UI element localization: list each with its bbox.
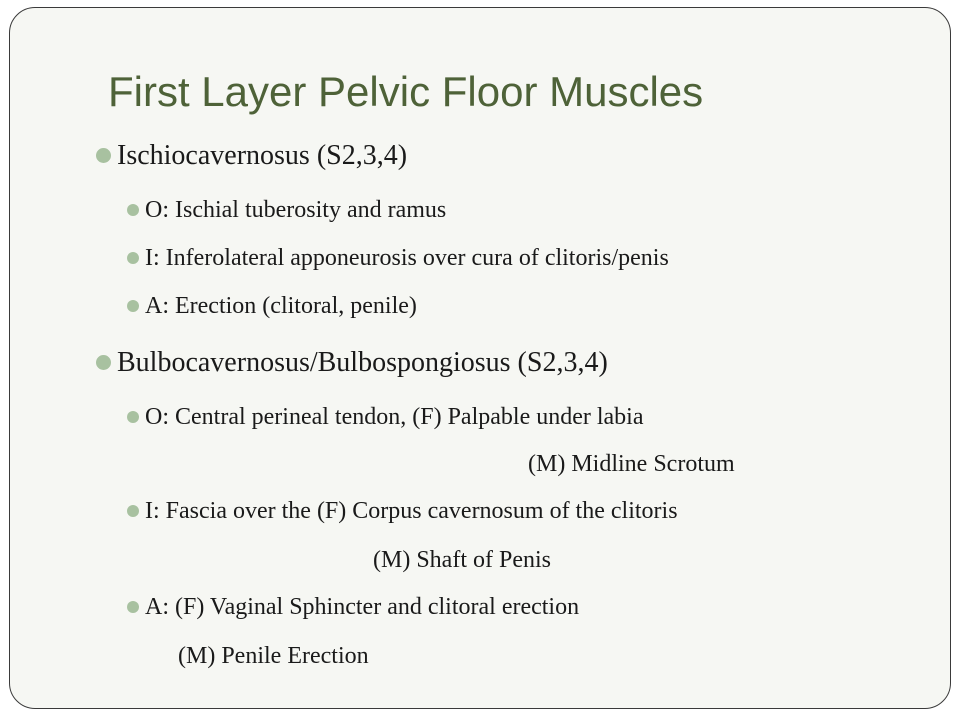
bullet-level2-insertion: I: Inferolateral apponeurosis over cura of clitoris/penis bbox=[145, 245, 669, 271]
bullet-level2-origin: O: Ischial tuberosity and ramus bbox=[145, 197, 447, 223]
bullet-icon bbox=[96, 355, 111, 370]
slide-title: First Layer Pelvic Floor Muscles bbox=[108, 68, 704, 115]
bullet-icon bbox=[127, 411, 139, 423]
bullet-icon bbox=[127, 601, 139, 613]
bullet-level2-action: A: Erection (clitoral, penile) bbox=[145, 293, 417, 319]
bullet-level2-origin: O: Central perineal tendon, (F) Palpable under labia bbox=[145, 404, 644, 430]
bullet-level1-bulbocavernosus: Bulbocavernosus/Bulbospongiosus (S2,3,4) bbox=[117, 347, 608, 378]
continuation-line: (M) Shaft of Penis bbox=[373, 547, 551, 573]
bullet-level2-action: A: (F) Vaginal Sphincter and clitoral erection bbox=[145, 594, 580, 620]
bullet-icon bbox=[127, 252, 139, 264]
bullet-level2-insertion: I: Fascia over the (F) Corpus cavernosum of the clitoris bbox=[145, 498, 678, 524]
bullet-icon bbox=[127, 300, 139, 312]
bullet-level1-ischiocavernosus: Ischiocavernosus (S2,3,4) bbox=[117, 140, 408, 171]
bullet-icon bbox=[96, 148, 111, 163]
bullet-icon bbox=[127, 204, 139, 216]
continuation-line: (M) Midline Scrotum bbox=[528, 451, 735, 477]
slide bbox=[9, 7, 951, 709]
continuation-line: (M) Penile Erection bbox=[178, 643, 369, 669]
bullet-icon bbox=[127, 505, 139, 517]
